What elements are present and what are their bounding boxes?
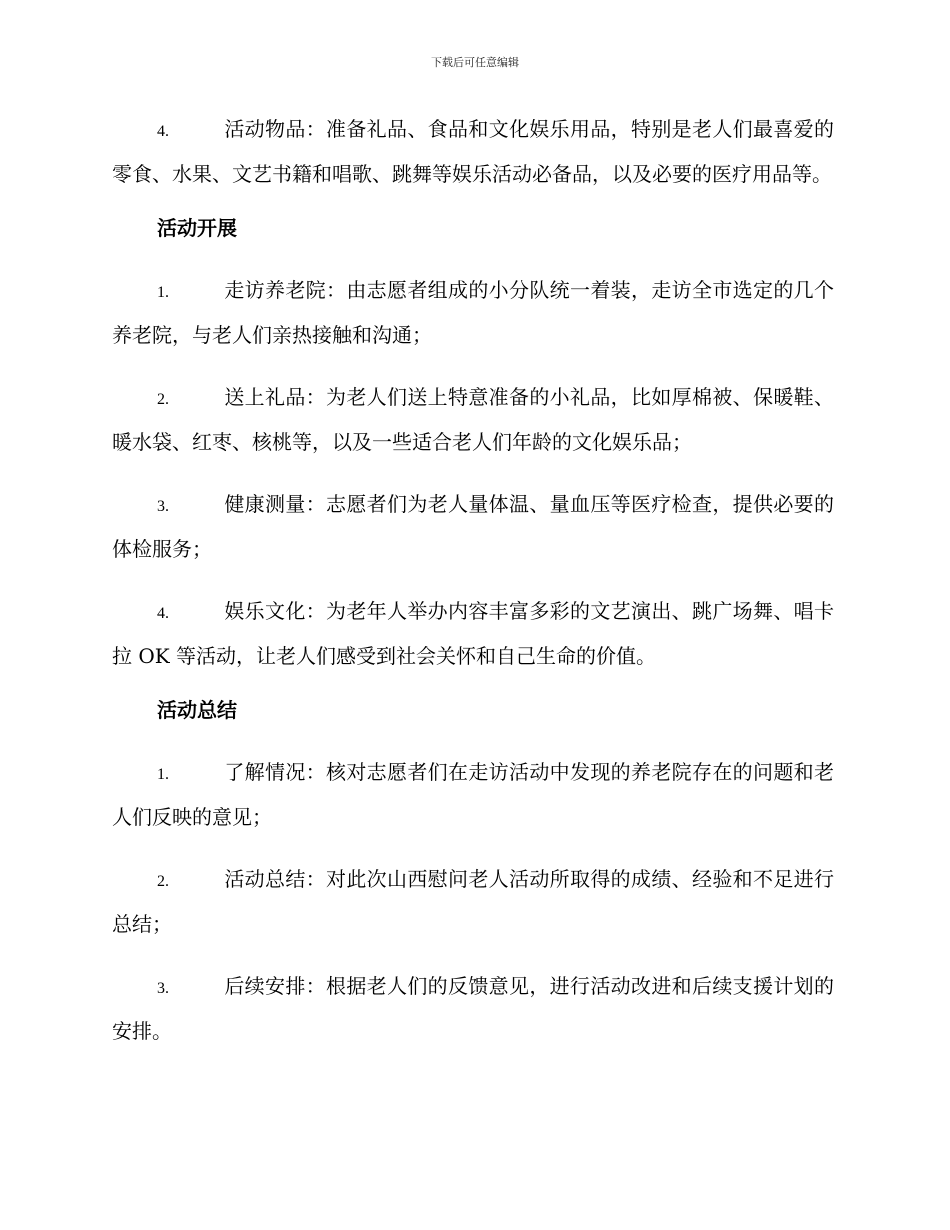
section-heading-summary: 活动总结 xyxy=(157,698,237,722)
list-text: 了解情况：核对志愿者们在走访活动中发现的养老院存在的问题和老人们反映的意见； xyxy=(112,760,834,829)
list-item xyxy=(112,108,834,195)
list-item xyxy=(112,590,834,677)
list-item xyxy=(112,376,834,463)
list-text: 娱乐文化：为老年人举办内容丰富多彩的文艺演出、跳广场舞、唱卡拉 OK 等活动，让老人们感受到社会关怀和自己生命的价值。 xyxy=(112,599,834,668)
list-number: 2. xyxy=(157,391,169,408)
list-number: 3. xyxy=(157,980,169,997)
list-text: 走访养老院：由志愿者组成的小分队统一着装，走访全市选定的几个养老院，与老人们亲热接触和沟通； xyxy=(112,278,834,347)
list-text: 后续安排：根据老人们的反馈意见，进行活动改进和后续支援计划的安排。 xyxy=(112,974,834,1043)
document-body xyxy=(112,108,834,1064)
list-item xyxy=(112,269,834,356)
list-number: 2. xyxy=(157,873,169,890)
list-text: 活动物品：准备礼品、食品和文化娱乐用品，特别是老人们最喜爱的零食、水果、文艺书籍和唱歌、跳舞等娱乐活动必备品，以及必要的医疗用品等。 xyxy=(112,117,834,186)
list-number: 1. xyxy=(157,766,169,783)
list-number: 3. xyxy=(157,498,169,515)
list-item xyxy=(112,483,834,570)
list-text: 健康测量：志愿者们为老人量体温、量血压等医疗检查，提供必要的体检服务； xyxy=(112,492,834,561)
list-item xyxy=(112,751,834,838)
list-text: 活动总结：对此次山西慰问老人活动所取得的成绩、经验和不足进行总结； xyxy=(112,867,834,936)
section-heading-activity: 活动开展 xyxy=(157,216,237,240)
list-number: 4. xyxy=(157,123,169,140)
list-number: 1. xyxy=(157,284,169,301)
list-item xyxy=(112,858,834,945)
list-item xyxy=(112,965,834,1052)
page-header: 下载后可任意编辑 xyxy=(431,56,519,69)
list-number: 4. xyxy=(157,605,169,622)
list-text: 送上礼品：为老人们送上特意准备的小礼品，比如厚棉被、保暖鞋、暖水袋、红枣、核桃等，以及一些适合老人们年龄的文化娱乐品； xyxy=(112,385,834,454)
